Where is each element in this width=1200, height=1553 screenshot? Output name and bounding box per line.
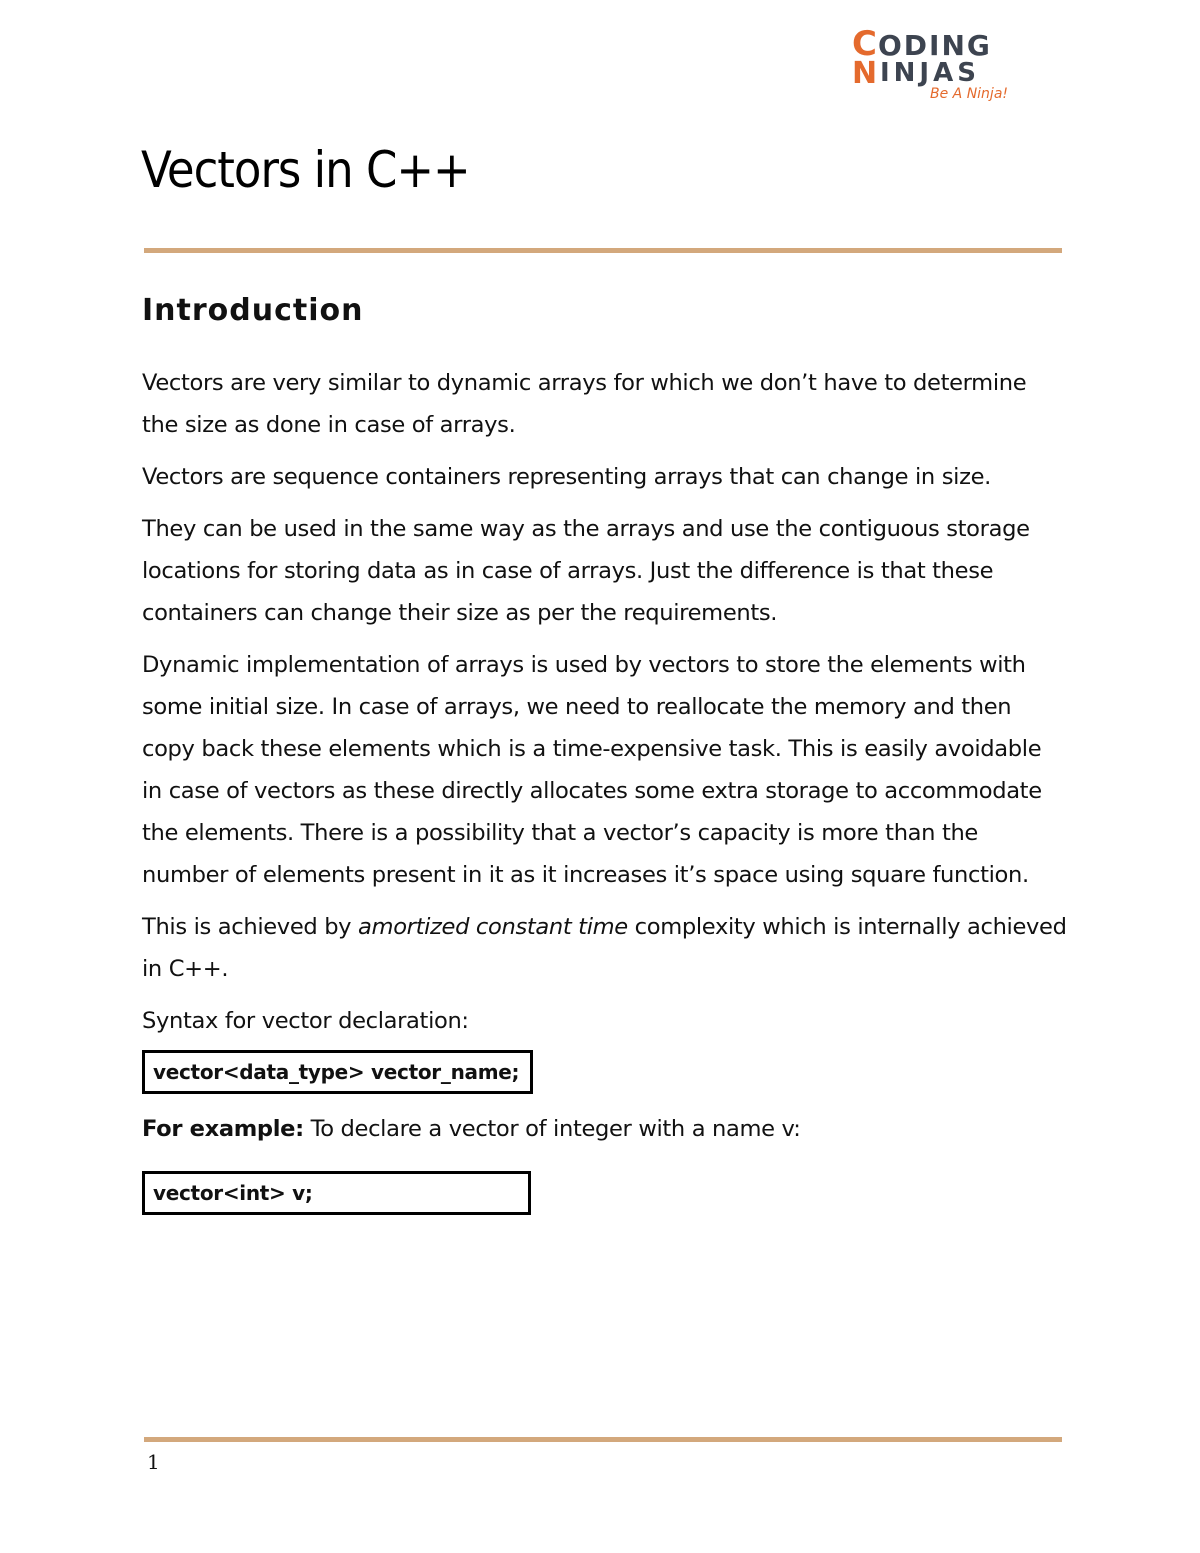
document-title: Vectors in C++ xyxy=(141,141,470,199)
logo-oding: ODING xyxy=(878,29,992,62)
example-line xyxy=(142,1108,1067,1150)
paragraph-amortized xyxy=(142,906,1067,990)
amortized-before: This is achieved by xyxy=(142,914,359,940)
paragraph-3: They can be used in the same way as the arrays and use the contiguous storage locations for storing data as in case of arrays. Just the difference is that these containers can change their size as per the requirements. xyxy=(142,516,1030,626)
section-heading: Introduction xyxy=(142,293,364,328)
syntax-code-box: vector<data_type> vector_name; xyxy=(142,1050,533,1094)
syntax-label: Syntax for vector declaration: xyxy=(142,1008,469,1034)
paragraph-2: Vectors are sequence containers representing arrays that can change in size. xyxy=(142,464,991,490)
amortized-emphasis: amortized constant time xyxy=(358,914,628,940)
amortized-after: complexity which is internally achieved in C++. xyxy=(142,914,1067,982)
example-text: To declare a vector of integer with a name v: xyxy=(303,1116,801,1142)
coding-ninjas-logo xyxy=(850,22,1030,104)
section-body xyxy=(142,362,1067,1229)
example-label: For example: xyxy=(142,1116,304,1142)
page-number: 1 xyxy=(147,1450,160,1474)
paragraph-4: Dynamic implementation of arrays is used by vectors to store the elements with some initial size. In case of arrays, we need to reallocate the memory and then copy back these elements which is a time-expensive task. This is easily avoidable in case of vectors as these directly allocates some extra storage to accommodate the elements. There is a possibility that a vector’s capacity is more than the number of elements present in it as it increases it’s space using square function. xyxy=(142,652,1042,888)
logo-graphic xyxy=(850,22,1030,104)
paragraph-1: Vectors are very similar to dynamic arrays for which we don’t have to determine the size as done in case of arrays. xyxy=(142,370,1027,438)
title-divider xyxy=(144,248,1062,253)
logo-tagline-mark: Be A Ninja! xyxy=(930,86,1009,102)
logo-injas: INJAS xyxy=(880,58,980,88)
example-code-box: vector<int> v; xyxy=(142,1171,531,1215)
footer-divider xyxy=(144,1437,1062,1442)
logo-n: N xyxy=(852,56,878,91)
logo-c: C xyxy=(852,24,877,64)
